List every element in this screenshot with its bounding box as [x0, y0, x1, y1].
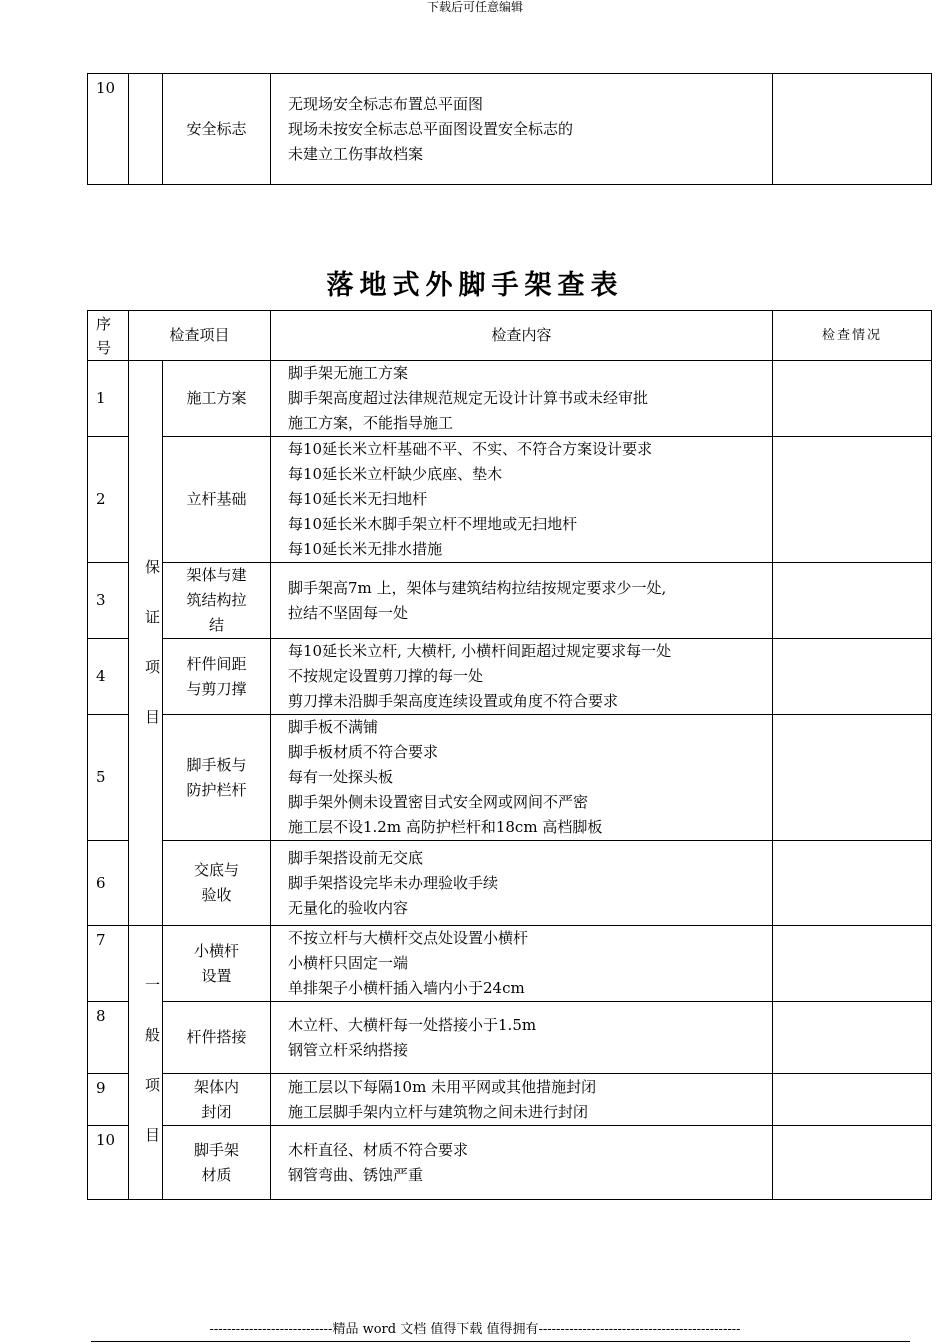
row-number: 8 — [88, 1002, 129, 1074]
content-line: 脚手架外侧未设置密目式安全网或网间不严密 — [288, 793, 589, 811]
content-line: 木杆直径、材质不符合要求 — [288, 1140, 469, 1159]
content-line: 不按规定设置剪刀撑的每一处 — [288, 667, 484, 685]
table-row — [88, 1002, 932, 1074]
row-result — [773, 1074, 932, 1126]
content-line: 施工方案，不能指导施工 — [288, 414, 454, 432]
content-line: 施工层以下每隔10m 未用平网或其他措施封闭 — [288, 1077, 597, 1096]
row-item: 施工方案 — [163, 361, 271, 437]
content-line: 每10延长米无排水措施 — [288, 540, 443, 558]
table-row — [88, 1074, 932, 1126]
row-item: 架体内封闭 — [163, 1074, 271, 1126]
group-label-guarantee: 保 证 项 目 — [145, 558, 161, 726]
header-result: 检查情况 — [773, 311, 932, 361]
row-content — [271, 926, 773, 1002]
header-content: 检查内容 — [271, 311, 773, 361]
page-title: 落地式外脚手架查表 — [326, 270, 624, 301]
table-row — [88, 361, 932, 437]
content-line: 拉结不坚固每一处 — [288, 603, 409, 622]
row-number: 1 — [88, 361, 129, 437]
row-content — [271, 715, 773, 841]
content-line: 每10延长米立杆, 大横杆, 小横杆间距超过规定要求每一处 — [288, 642, 672, 660]
row-result — [773, 715, 932, 841]
row-item: 架体与建筑结构拉结 — [163, 563, 271, 639]
row-number: 2 — [88, 437, 129, 563]
row-number: 10 — [88, 74, 129, 185]
table-row — [88, 715, 932, 841]
content-line: 现场未按安全标志总平面图设置安全标志的 — [288, 119, 574, 138]
table-row — [88, 841, 932, 926]
row-item: 脚手架材质 — [163, 1126, 271, 1200]
table-row — [88, 639, 932, 715]
content-line: 每10延长米立杆基础不平、不实、不符合方案设计要求 — [288, 440, 653, 458]
row-number: 7 — [88, 926, 129, 1002]
table-row — [88, 74, 932, 185]
content-line: 脚手架搭设前无交底 — [288, 848, 424, 867]
content-line: 单排架子小横杆插入墙内小于24cm — [288, 979, 525, 997]
content-line: 钢管立杆采纳搭接 — [288, 1040, 409, 1059]
content-line: 每10延长米木脚手架立杆不埋地或无扫地杆 — [288, 515, 578, 533]
content-line: 无量化的验收内容 — [288, 898, 409, 917]
content-line: 钢管弯曲、锈蚀严重 — [288, 1165, 424, 1184]
row-result — [773, 639, 932, 715]
content-line: 每有一处探头板 — [288, 768, 394, 786]
content-line: 脚手架高7m 上，架体与建筑结构拉结按规定要求少一处, — [288, 578, 667, 597]
row-item: 脚手板与防护栏杆 — [163, 715, 271, 841]
row-number: 9 — [88, 1074, 129, 1126]
row-content — [271, 361, 773, 437]
row-content — [271, 1074, 773, 1126]
content-line: 脚手架高度超过法律规范规定无设计计算书或未经审批 — [288, 389, 649, 407]
content-line: 不按立杆与大横杆交点处设置小横杆 — [288, 929, 529, 947]
content-line: 剪刀撑未沿脚手架高度连续设置或角度不符合要求 — [288, 692, 619, 710]
inspection-table — [87, 310, 932, 1200]
row-content — [271, 1002, 773, 1074]
content-line: 每10延长米立杆缺少底座、垫木 — [288, 465, 503, 483]
row-item: 立杆基础 — [163, 437, 271, 563]
content-line: 脚手板材质不符合要求 — [288, 743, 439, 761]
group-cell — [129, 74, 163, 185]
content-line: 小横杆只固定一端 — [288, 954, 409, 972]
content-line: 施工层脚手架内立杆与建筑物之间未进行封闭 — [288, 1102, 589, 1121]
page-header: 下载后可任意编辑 — [426, 0, 523, 14]
row-result — [773, 437, 932, 563]
footer-divider — [91, 1341, 910, 1342]
row-content — [271, 1126, 773, 1200]
table-row — [88, 437, 932, 563]
content-line: 脚手架搭设完毕未办理验收手续 — [288, 873, 499, 892]
group-label-general: 一 般 项 目 — [145, 976, 161, 1144]
row-item: 交底与验收 — [163, 841, 271, 926]
content-line: 施工层不设1.2m 高防护栏杆和18cm 高档脚板 — [288, 818, 603, 836]
table-header-row — [88, 311, 932, 361]
table-row — [88, 1126, 932, 1200]
row-result — [773, 74, 932, 185]
table-row — [88, 563, 932, 639]
content-line: 无现场安全标志布置总平面图 — [288, 94, 484, 113]
row-result — [773, 1126, 932, 1200]
row-item: 杆件搭接 — [163, 1002, 271, 1074]
row-content — [271, 74, 773, 185]
content-line: 未建立工伤事故档案 — [288, 144, 424, 163]
table-row — [88, 926, 932, 1002]
row-result — [773, 841, 932, 926]
row-content — [271, 639, 773, 715]
row-result — [773, 563, 932, 639]
top-table — [87, 73, 932, 185]
row-number: 10 — [88, 1126, 129, 1200]
row-content — [271, 563, 773, 639]
row-number: 3 — [88, 563, 129, 639]
row-number: 6 — [88, 841, 129, 926]
content-line: 脚手架无施工方案 — [288, 364, 409, 382]
row-result — [773, 926, 932, 1002]
row-result — [773, 1002, 932, 1074]
row-number: 5 — [88, 715, 129, 841]
row-item: 小横杆设置 — [163, 926, 271, 1002]
row-content — [271, 841, 773, 926]
row-number: 4 — [88, 639, 129, 715]
header-no: 序号 — [88, 311, 129, 361]
row-item: 杆件间距与剪刀撑 — [163, 639, 271, 715]
page-footer: ----------------------------精品 word 文档 值得下载 值得拥有---------------------------------------------- — [209, 1322, 741, 1337]
content-line: 脚手板不满铺 — [288, 718, 379, 736]
row-content — [271, 437, 773, 563]
row-item: 安全标志 — [163, 74, 271, 185]
content-line: 每10延长米无扫地杆 — [288, 490, 428, 508]
header-item: 检查项目 — [129, 311, 271, 361]
content-line: 木立杆、大横杆每一处搭接小于1.5m — [288, 1015, 537, 1034]
row-result — [773, 361, 932, 437]
